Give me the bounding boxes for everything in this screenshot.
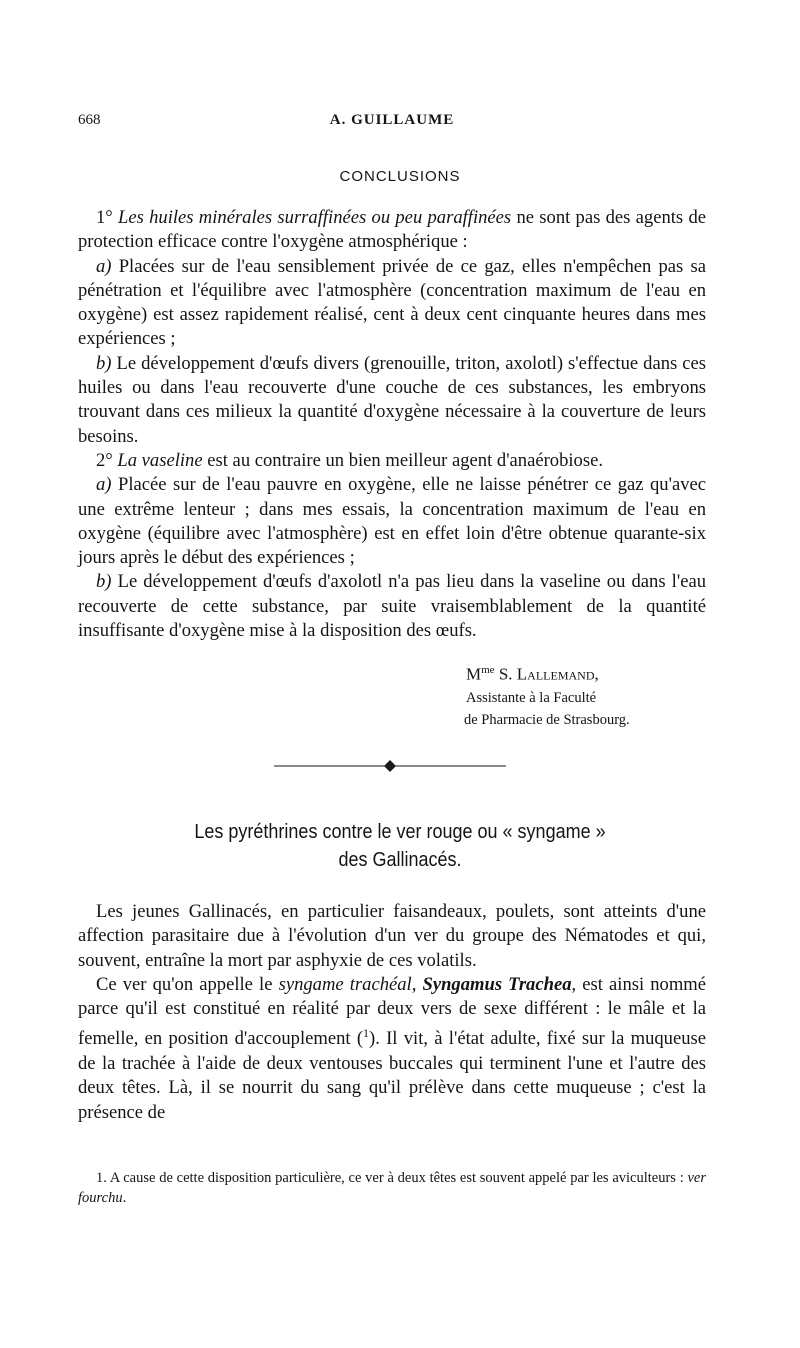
conclusion-2-subject: La vaseline: [117, 449, 203, 471]
conclusion-2-text: est au contraire un bien meilleur agent d'anaérobiose.: [202, 449, 603, 471]
conclusion-1a: [78, 255, 706, 352]
conclusion-1-number: 1°: [96, 207, 113, 228]
article-title-line-2: des Gallinacés.: [338, 849, 462, 871]
conclusion-2-number: 2°: [96, 449, 113, 471]
article-p2-comma: ,: [411, 973, 423, 995]
article-title: [130, 818, 670, 874]
page-number: 668: [78, 112, 101, 128]
article-body: [78, 900, 706, 1125]
conclusion-1-subject: Les huiles minérales surraffinées ou peu paraffinées: [118, 207, 512, 228]
conclusions-body: [78, 206, 706, 643]
conclusion-2b-label: b): [96, 571, 112, 593]
signature-affiliation-2: de Pharmacie de Strasbourg.: [464, 711, 630, 728]
conclusion-2a-text: Placée sur de l'eau pauvre en oxygène, elle ne laisse pénétrer ce gaz qu'avec une extrême lenteur ; dans mes essais, la concentration maximum de l'eau en oxygène (équilibre avec l'atmosphère) est en effet loin d'être obtenue quarante-six jours après le début des expériences ;: [78, 474, 706, 569]
conclusions-heading: CONCLUSIONS: [339, 168, 461, 185]
section-separator-ornament: [274, 760, 506, 772]
footnote-number: 1.: [96, 1170, 107, 1186]
author-signature: [466, 658, 716, 731]
conclusion-1b-label: b): [96, 352, 112, 374]
footnote: [78, 1168, 706, 1208]
signature-title-sup: me: [481, 664, 495, 676]
running-header: [78, 112, 706, 136]
article-p2-start: Ce ver qu'on appelle le: [96, 973, 279, 995]
conclusion-1b-text: Le développement d'œufs divers (grenouille, triton, axolotl) s'effectue dans ces huiles ou dans l'eau recouverte d'une couche de ces substances, les embryons trouvant dans ces milieux la quantité d'oxygène nécessaire à la couverture de leurs besoins.: [78, 352, 706, 447]
article-p2-species-name: Syngamus Trachea: [422, 973, 572, 995]
signature-name: [466, 658, 716, 687]
conclusion-1-text: ne sont pas des agents de protection efficace contre l'oxygène atmosphérique :: [78, 207, 706, 253]
conclusion-2: [78, 449, 706, 473]
article-paragraph-1: Les jeunes Gallinacés, en particulier faisandeaux, poulets, sont atteints d'une affection parasitaire due à l'évolution d'un ver du groupe des Nématodes et qui, souvent, entraîne la mort par asphyxie de ces volatils.: [78, 901, 706, 971]
conclusion-1b: [78, 352, 706, 449]
article-paragraph-2: [78, 973, 706, 1125]
signature-surname: S. Lallemand,: [494, 664, 599, 684]
conclusion-2b: [78, 570, 706, 643]
conclusion-1: [78, 206, 706, 255]
conclusion-2a: [78, 473, 706, 570]
footnote-1: [78, 1168, 706, 1208]
article-p2-common-name: syngame trachéal: [278, 973, 412, 995]
footnote-end: .: [122, 1190, 127, 1206]
conclusion-1a-text: Placées sur de l'eau sensiblement privée de ce gaz, elles n'empêchen pas sa pénétration et l'équilibre avec l'atmosphère (concentration maximum de l'eau en oxygène) est assez rapidement réalisé, cent à deux cent cinquante heures dans mes expériences ;: [78, 255, 706, 350]
signature-title: M: [466, 664, 482, 684]
article-title-line-1: Les pyréthrines contre le ver rouge ou « syngame »: [194, 821, 606, 843]
footnote-text: A cause de cette disposition particulière, ce ver à deux têtes est souvent appelé par les aviculteurs :: [106, 1170, 688, 1186]
running-header-author: A. GUILLAUME: [329, 112, 455, 128]
article-p2-middle: , est ainsi nommé parce qu'il est constitué en réalité par deux vers de sexe différent : le mâle et la femelle, en position d'accouplement (: [78, 973, 707, 1050]
signature-affiliation-1: Assistante à la Faculté: [466, 689, 597, 706]
article-p2-end: ). Il vit, à l'état adulte, fixé sur la muqueuse de la trachée à l'aide de deux ventouses buccales qui terminent l'une et l'autre des deux têtes. Là, il se nourrit du sang qu'il prélève dans cette muqueuse ; c'est la présence de: [78, 1028, 706, 1123]
conclusion-2b-text: Le développement d'œufs d'axolotl n'a pas lieu dans la vaseline ou dans l'eau recouverte de cette substance, par suite vraisemblablement de la quantité insuffisante d'oxygène mise à la disposition des œufs.: [78, 571, 706, 642]
footnote-reference[interactable]: 1: [363, 1026, 370, 1041]
conclusion-1a-label: a): [96, 255, 112, 277]
conclusion-2a-label: a): [96, 474, 112, 496]
footnote-term: ver fourchu: [78, 1170, 706, 1206]
